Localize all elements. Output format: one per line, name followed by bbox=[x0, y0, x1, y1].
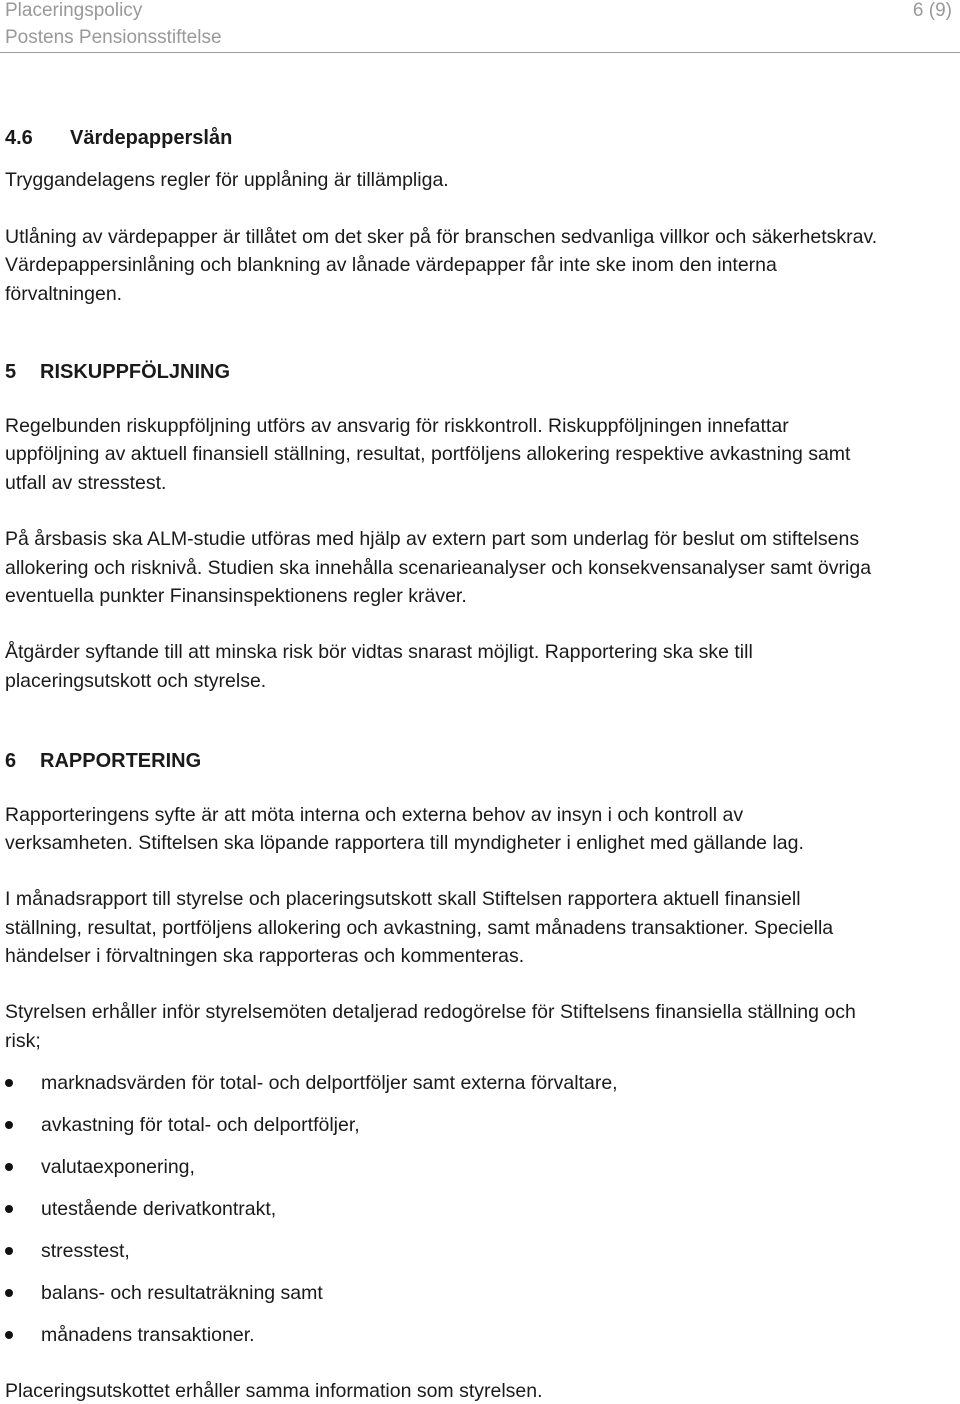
list-item: stresstest, bbox=[41, 1240, 130, 1262]
bullet-dot bbox=[5, 1331, 13, 1339]
paragraph-line: placeringsutskott och styrelse. bbox=[5, 670, 267, 692]
bullet-dot bbox=[5, 1121, 13, 1129]
list-item: marknadsvärden för total- och delportföljer samt externa förvaltare, bbox=[41, 1072, 618, 1094]
paragraph-line: Rapporteringens syfte är att möta interna och externa behov av insyn i och kontroll av bbox=[5, 804, 744, 826]
paragraph-line: utfall av stresstest. bbox=[5, 472, 167, 494]
list-item: månadens transaktioner. bbox=[41, 1324, 255, 1346]
paragraph-line: Tryggandelagens regler för upplåning är tillämpliga. bbox=[5, 169, 449, 191]
paragraph-line: På årsbasis ska ALM-studie utföras med hjälp av extern part som underlag för beslut om stiftelsens bbox=[5, 528, 860, 550]
paragraph-line: Åtgärder syftande till att minska risk bör vidtas snarast möjligt. Rapportering ska ske till bbox=[5, 641, 753, 663]
page-number: 6 (9) bbox=[912, 0, 952, 21]
bullet-dot bbox=[5, 1289, 13, 1297]
list-item: balans- och resultaträkning samt bbox=[41, 1282, 323, 1304]
section-number: 5 bbox=[5, 361, 17, 383]
section-number: 6 bbox=[5, 750, 17, 772]
paragraph-line: eventuella punkter Finansinspektionens regler kräver. bbox=[5, 585, 467, 607]
paragraph-line: I månadsrapport till styrelse och placeringsutskott skall Stiftelsen rapportera aktuell finansiell bbox=[5, 888, 801, 910]
paragraph-line: Placeringsutskottet erhåller samma information som styrelsen. bbox=[5, 1380, 543, 1402]
bullet-dot bbox=[5, 1079, 13, 1087]
header-title: Placeringspolicy bbox=[5, 0, 143, 21]
section-title: RAPPORTERING bbox=[40, 750, 202, 772]
section-title: Värdepapperslån bbox=[70, 127, 233, 149]
list-item: avkastning för total- och delportföljer, bbox=[41, 1114, 360, 1136]
section-heading-6 bbox=[5, 749, 202, 773]
section-number: 4.6 bbox=[5, 127, 33, 149]
header-divider bbox=[0, 52, 960, 53]
paragraph-line: uppföljning av aktuell finansiell ställning, resultat, portföljens allokering respektive avkastning samt bbox=[5, 443, 851, 465]
paragraph-line: ställning, resultat, portföljens allokering och avkastning, samt månadens transaktioner. Speciella bbox=[5, 917, 834, 939]
paragraph-line: allokering och risknivå. Studien ska innehålla scenarieanalyser och konsekvensanalyser samt övriga bbox=[5, 557, 872, 579]
section-heading-5 bbox=[5, 360, 231, 384]
list-item: valutaexponering, bbox=[41, 1156, 195, 1178]
paragraph-line: förvaltningen. bbox=[5, 283, 123, 305]
section-title: RISKUPPFÖLJNING bbox=[40, 361, 231, 383]
paragraph-line: händelser i förvaltningen ska rapporteras och kommenteras. bbox=[5, 945, 525, 967]
paragraph-line: Styrelsen erhåller inför styrelsemöten detaljerad redogörelse för Stiftelsens finansiella ställning och bbox=[5, 1001, 856, 1023]
bullet-dot bbox=[5, 1205, 13, 1213]
paragraph-line: Regelbunden riskuppföljning utförs av ansvarig för riskkontroll. Riskuppföljningen innefattar bbox=[5, 415, 789, 437]
paragraph-line: risk; bbox=[5, 1030, 41, 1052]
bullet-dot bbox=[5, 1163, 13, 1171]
paragraph-line: verksamheten. Stiftelsen ska löpande rapportera till myndigheter i enlighet med gällande lag. bbox=[5, 832, 804, 854]
section-heading-4-6 bbox=[5, 126, 233, 150]
paragraph-line: Utlåning av värdepapper är tillåtet om det sker på för branschen sedvanliga villkor och säkerhetskrav. bbox=[5, 226, 878, 248]
paragraph-line: Värdepappersinlåning och blankning av lånade värdepapper får inte ske inom den interna bbox=[5, 254, 777, 276]
bullet-dot bbox=[5, 1247, 13, 1255]
header-org: Postens Pensionsstiftelse bbox=[5, 27, 222, 48]
list-item: utestående derivatkontrakt, bbox=[41, 1198, 277, 1220]
